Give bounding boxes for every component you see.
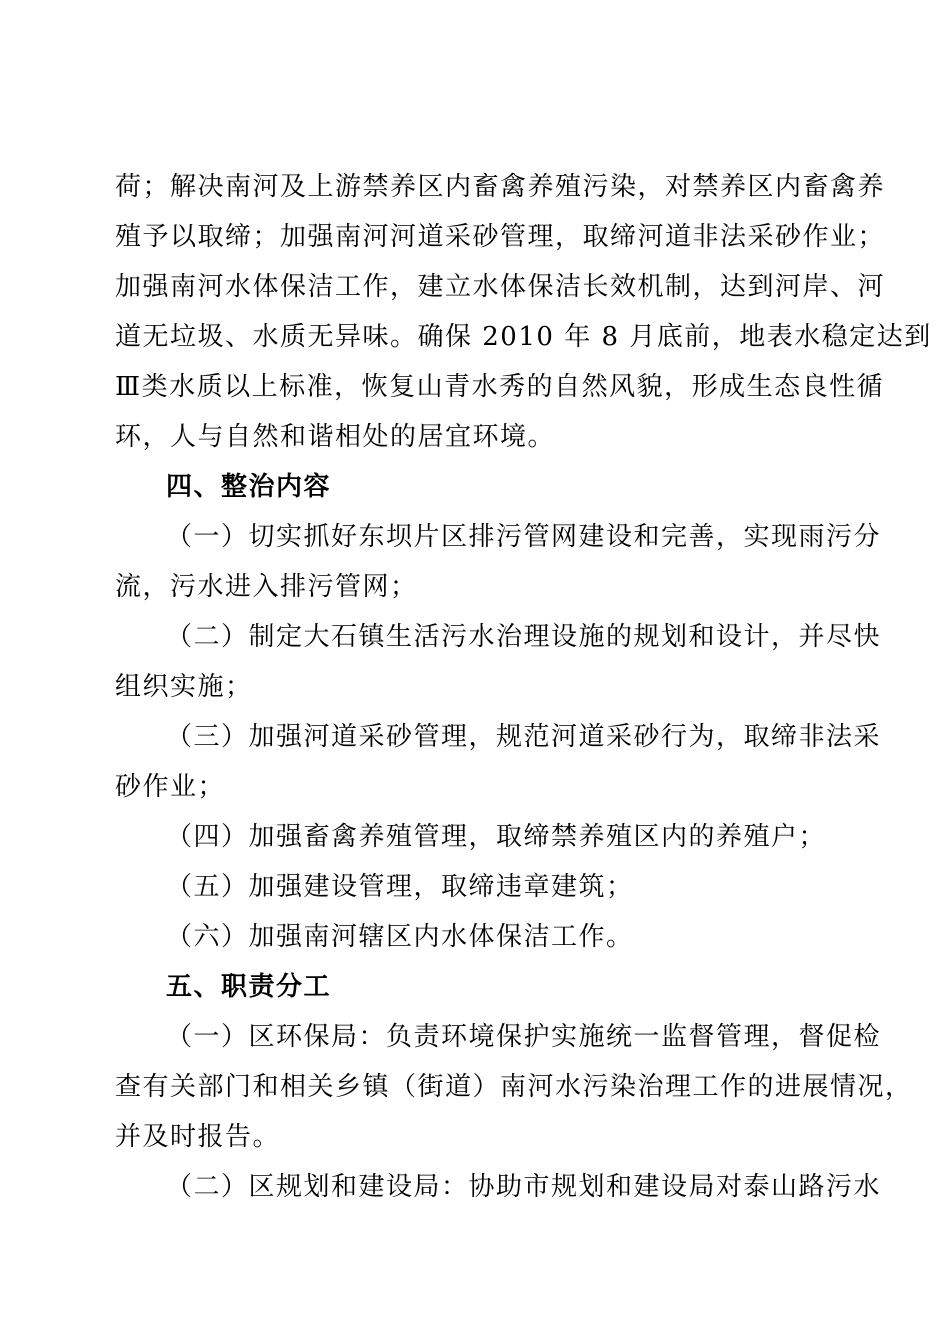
list-item-line: （六）加强南河辖区内水体保洁工作。 [166, 922, 634, 952]
list-item-line: 流，污水进入排污管网； [115, 572, 418, 602]
paragraph-line: Ⅲ类水质以上标准，恢复山青水秀的自然风貌，形成生态良性循 [115, 372, 885, 402]
paragraph-line: 加强南河水体保洁工作，建立水体保洁长效机制，达到河岸、河 [115, 272, 886, 302]
list-item-line: 并及时报告。 [115, 1122, 281, 1152]
list-item-line: 查有关部门和相关乡镇（街道）南河水污染治理工作的进展情况， [115, 1072, 913, 1102]
section-heading: 五、职责分工 [166, 972, 332, 1002]
section-heading: 四、整治内容 [166, 472, 332, 502]
list-item-line: 砂作业； [115, 772, 226, 802]
list-item-line: （四）加强畜禽养殖管理，取缔禁养殖区内的养殖户； [166, 822, 827, 852]
paragraph-line: 道无垃圾、水质无异味。确保 2010 年 8 月底前，地表水稳定达到 [115, 322, 932, 352]
list-item-line: （五）加强建设管理，取缔违章建筑； [166, 872, 634, 902]
list-item-line: （一）区环保局：负责环境保护实施统一监督管理，督促检 [166, 1022, 882, 1052]
list-item-line: 组织实施； [115, 672, 253, 702]
list-item-line: （三）加强河道采砂管理，规范河道采砂行为，取缔非法采 [166, 722, 882, 752]
paragraph-line: 环，人与自然和谐相处的居宜环境。 [115, 422, 556, 452]
paragraph-line: 殖予以取缔；加强南河河道采砂管理，取缔河道非法采砂作业； [115, 222, 886, 252]
list-item-line: （一）切实抓好东坝片区排污管网建设和完善，实现雨污分 [166, 522, 882, 552]
paragraph-line: 荷；解决南河及上游禁养区内畜禽养殖污染，对禁养区内畜禽养 [115, 172, 886, 202]
list-item-line: （二）制定大石镇生活污水治理设施的规划和设计，并尽快 [166, 622, 882, 652]
list-item-line: （二）区规划和建设局：协助市规划和建设局对泰山路污水 [166, 1172, 882, 1202]
